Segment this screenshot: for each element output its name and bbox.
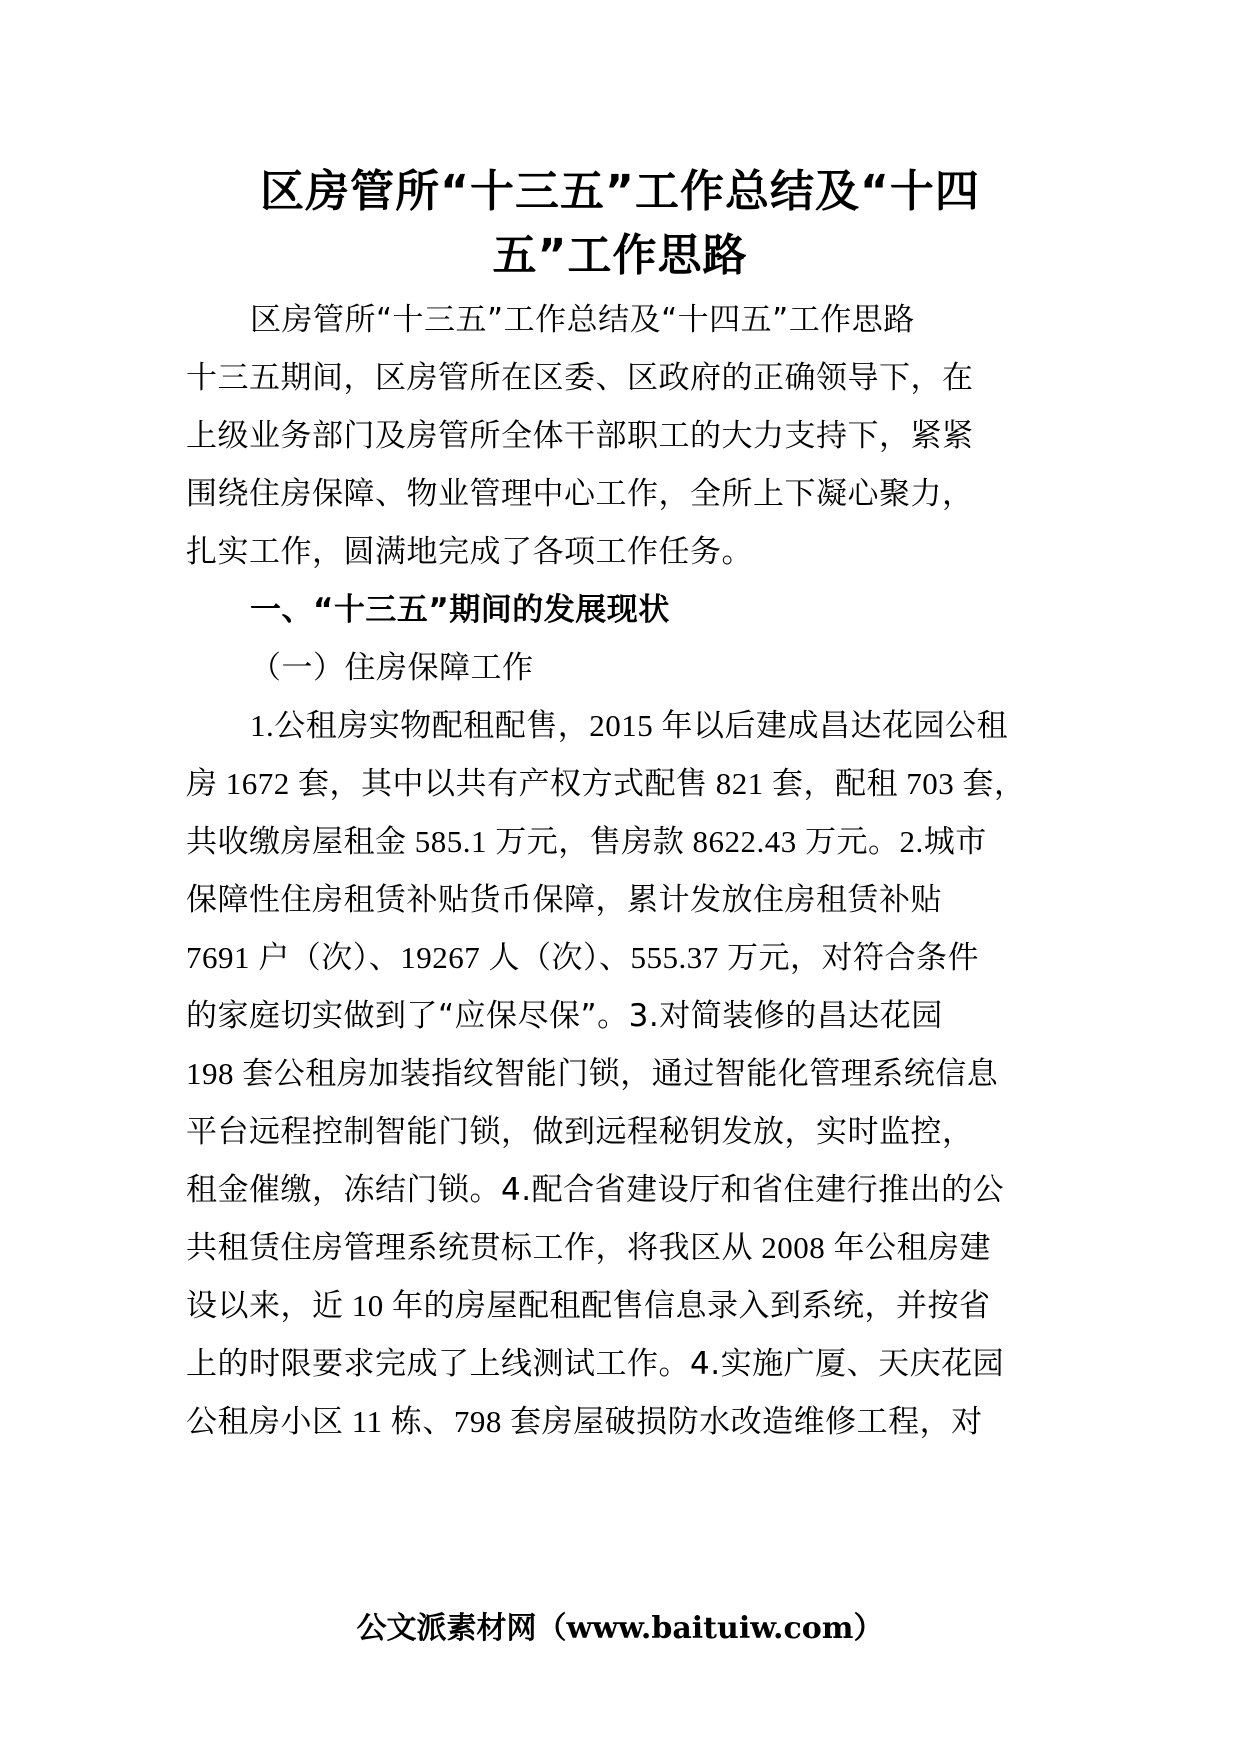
body-line: 设以来，近 10 年的房屋配租配售信息录入到系统，并按省 (186, 1288, 991, 1323)
subsection-heading: （一）住房保障工作 (250, 650, 534, 686)
body-line: 租金催缴，冻结门锁。4.配合省建设厅和省住建行推出的公 (186, 1172, 1005, 1208)
body-line: 的家庭切实做到了“应保尽保”。3.对简装修的昌达花园 (186, 998, 943, 1034)
body-line: 保障性住房租赁补贴货币保障，累计发放住房租赁补贴 (186, 882, 942, 918)
body-line: 公租房小区 11 栋、798 套房屋破损防水改造维修工程，对 (186, 1404, 983, 1439)
body-line: 198 套公租房加装指纹智能门锁，通过智能化管理系统信息 (186, 1056, 999, 1091)
document-title-line-2: 五”工作思路 (492, 230, 748, 281)
intro-title-line: 区房管所“十三五”工作总结及“十四五”工作思路 (250, 302, 915, 338)
body-line: 共租赁住房管理系统贯标工作，将我区从 2008 年公租房建 (186, 1230, 991, 1265)
body-line: 上的时限要求完成了上线测试工作。4.实施广厦、天庆花园 (186, 1346, 1005, 1382)
body-line: 房 1672 套，其中以共有产权方式配售 821 套，配租 703 套， (186, 766, 1026, 801)
body-line: 围绕住房保障、物业管理中心工作，全所上下凝心聚力， (186, 476, 974, 512)
body-line: 1.公租房实物配租配售，2015 年以后建成昌达花园公租 (250, 708, 1008, 743)
body-line: 7691 户（次）、19267 人（次）、555.37 万元，对符合条件 (186, 940, 979, 975)
body-line: 扎实工作，圆满地完成了各项工作任务。 (186, 534, 753, 570)
body-line: 十三五期间，区房管所在区委、区政府的正确领导下，在 (186, 360, 974, 396)
body-line: 共收缴房屋租金 585.1 万元，售房款 8622.43 万元。2.城市 (186, 824, 987, 859)
section-heading: 一、“十三五”期间的发展现状 (250, 592, 670, 628)
body-line: 上级业务部门及房管所全体干部职工的大力支持下，紧紧 (186, 418, 974, 454)
document-title-line-1: 区房管所“十三五”工作总结及“十四 (260, 166, 980, 217)
body-line: 平台远程控制智能门锁，做到远程秘钥发放，实时监控， (186, 1114, 974, 1150)
footer-source: 公文派素材网（www.baituiw.com） (356, 1611, 884, 1646)
